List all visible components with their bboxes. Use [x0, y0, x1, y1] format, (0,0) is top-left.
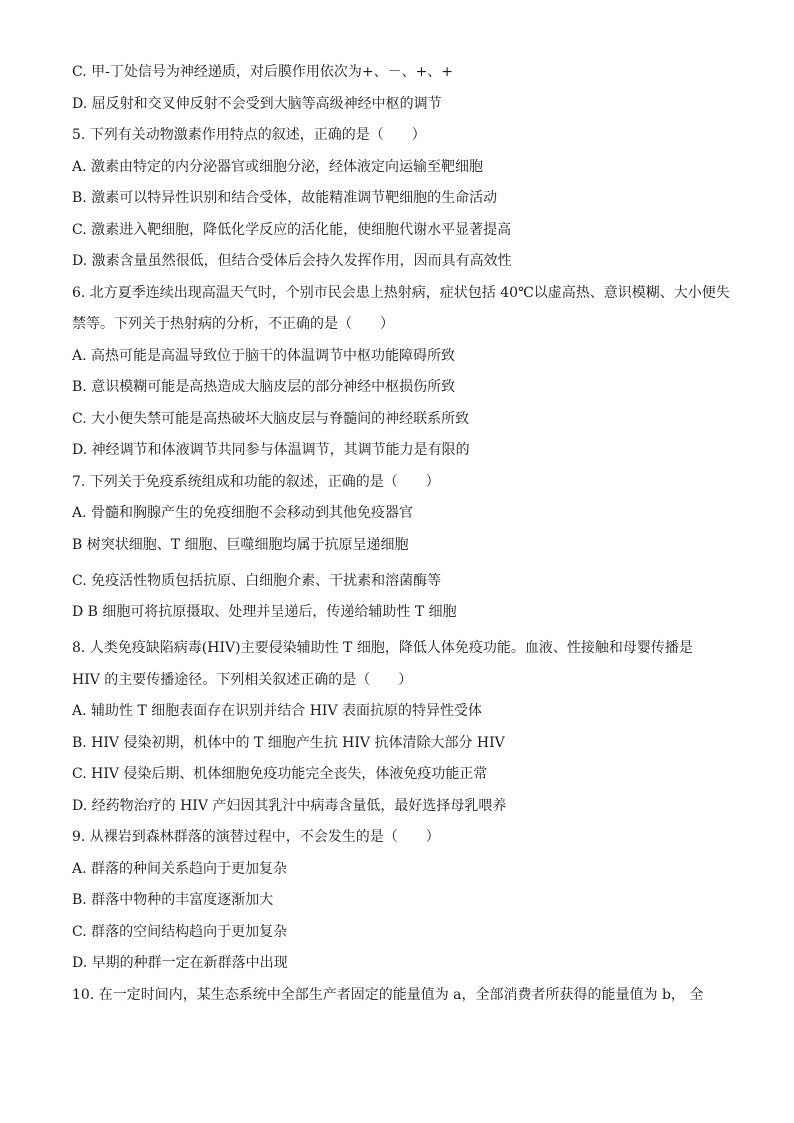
option-d-q9: D. 早期的种群一定在新群落中出现 — [72, 955, 288, 971]
document-page — [72, 62, 730, 1016]
option-c-q4: C. 甲-丁处信号为神经递质，对后膜作用依次为+、－、+、+ — [72, 64, 454, 80]
question-10: 10. 在一定时间内，某生态系统中全部生产者固定的能量值为 a，全部消费者所获得的能量值为 b， 全 — [72, 986, 704, 1003]
option-a-q6: A. 高热可能是高温导致位于脑干的体温调节中枢功能障碍所致 — [72, 347, 456, 364]
question-6: 6. 北方夏季连续出现高温天气时，个别市民会患上热射病，症状包括 40℃以虚高热、意识模糊、大小便失 — [72, 284, 730, 301]
option-a-q8: A. 辅助性 T 细胞表面存在识别并结合 HIV 表面抗原的特异性受体 — [72, 703, 482, 719]
option-d-q7: D B 细胞可将抗原摄取、处理并呈递后，传递给辅助性 T 细胞 — [72, 604, 457, 620]
question-9: 9. 从裸岩到森林群落的演替过程中，不会发生的是（ ） — [72, 829, 440, 845]
option-d-q4: D. 屈反射和交叉伸反射不会受到大脑等高级神经中枢的调节 — [72, 95, 442, 112]
question-8: 8. 人类免疫缺陷病毒(HIV)主要侵染辅助性 T 细胞，降低人体免疫功能。血液、性接触和母婴传播是 — [72, 640, 693, 656]
option-b-q7: B 树突状细胞、T 细胞、巨噬细胞均属于抗原呈递细胞 — [72, 536, 409, 553]
option-b-q9: B. 群落中物种的丰富度逐渐加大 — [72, 892, 274, 908]
option-d-q5: D. 激素含量虽然很低，但结合受体后会持久发挥作用，因而具有高效性 — [72, 253, 512, 269]
option-b-q6: B. 意识模糊可能是高热造成大脑皮层的部分神经中枢损伤所致 — [72, 379, 456, 395]
option-d-q8: D. 经药物治疗的 HIV 产妇因其乳汁中病毒含量低，最好选择母乳喂养 — [72, 797, 507, 814]
option-c-q5: C. 激素进入靶细胞，降低化学反应的活化能，使细胞代谢水平显著提高 — [72, 221, 512, 238]
option-a-q5: A. 激素由特定的内分泌器官或细胞分泌，经体液定向运输至靶细胞 — [72, 158, 484, 175]
option-d-q6: D. 神经调节和体液调节共同参与体温调节，其调节能力是有限的 — [72, 442, 470, 458]
option-c-q9: C. 群落的空间结构趋向于更加复杂 — [72, 923, 288, 940]
option-c-q7: C. 免疫活性物质包括抗原、白细胞介素、干扰素和溶菌酶等 — [72, 572, 442, 589]
option-a-q9: A. 群落的种间关系趋向于更加复杂 — [72, 860, 288, 877]
option-c-q8: C. HIV 侵染后期、机体细胞免疫功能完全丧失，体液免疫功能正常 — [72, 766, 488, 782]
question-5: 5. 下列有关动物激素作用特点的叙述，正确的是（ ） — [72, 127, 426, 143]
question-8-cont: HIV 的主要传播途径。下列相关叙述正确的是（ ） — [72, 671, 413, 688]
option-b-q5: B. 激素可以特异性识别和结合受体，故能精准调节靶细胞的生命活动 — [72, 190, 498, 206]
option-b-q8: B. HIV 侵染初期，机体中的 T 细胞产生抗 HIV 抗体清除大部分 HIV — [72, 734, 505, 751]
question-7: 7. 下列关于免疫系统组成和功能的叙述，正确的是（ ） — [72, 473, 440, 490]
option-a-q7: A. 骨髓和胸腺产生的免疫细胞不会移动到其他免疫器官 — [72, 505, 414, 521]
option-c-q6: C. 大小便失禁可能是高热破坏大脑皮层与脊髓间的神经联系所致 — [72, 410, 470, 427]
question-6-cont: 禁等。下列关于热射病的分析，不正确的是（ ） — [72, 316, 394, 332]
